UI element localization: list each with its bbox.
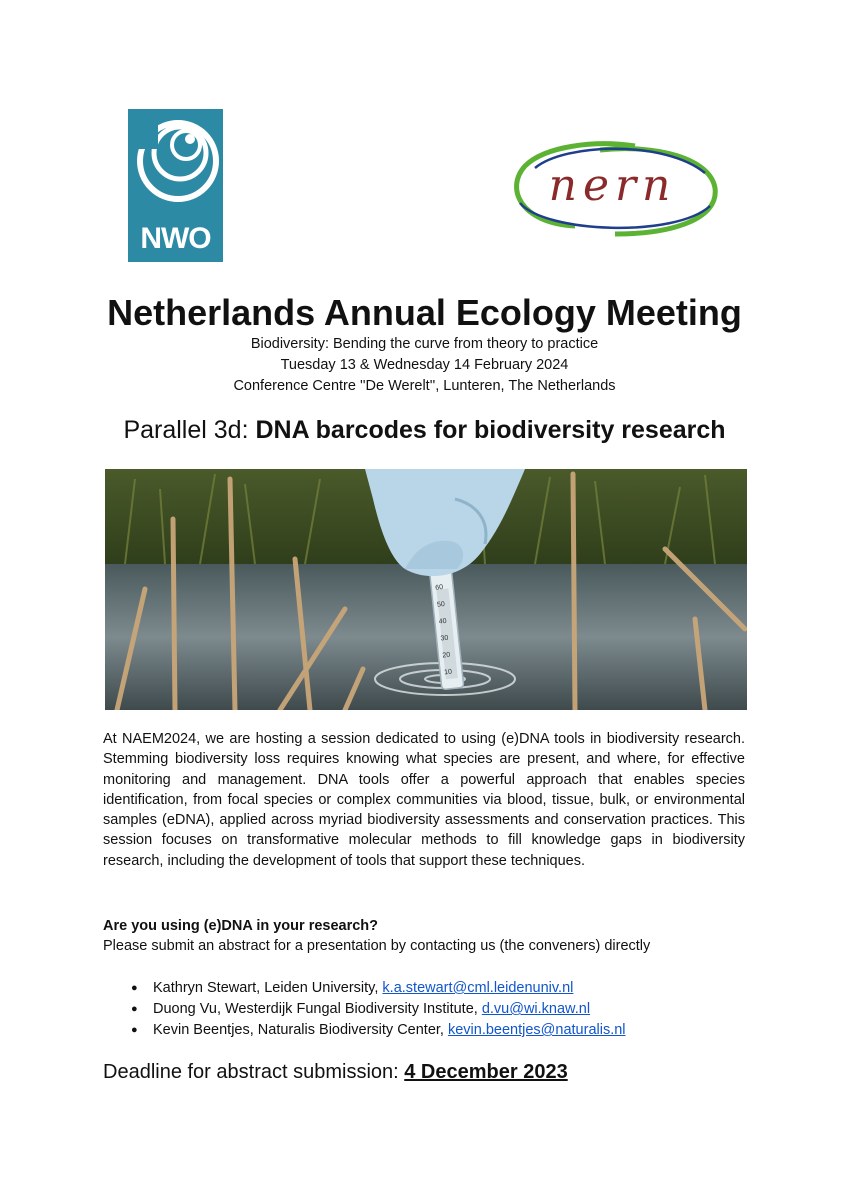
deadline <box>103 1061 568 1084</box>
edna-sampling-photo <box>105 469 747 710</box>
nwo-swirl-icon <box>128 109 223 229</box>
deadline-date: 4 December 2023 <box>404 1061 568 1083</box>
nern-logo <box>505 138 720 238</box>
meeting-theme: Biodiversity: Bending the curve from theory to practice <box>250 336 599 352</box>
convener-email-link[interactable]: d.vu@wi.knaw.nl <box>481 1001 591 1017</box>
nern-logo-text: nern <box>548 160 677 211</box>
convener-name: Kathryn Stewart, Leiden University, <box>153 980 383 996</box>
list-item <box>131 999 626 1020</box>
submission-instructions: Please submit an abstract for a presentation by contacting us (the conveners) directly <box>103 938 651 954</box>
syringe-mark: 60 <box>434 584 444 592</box>
session-heading <box>0 416 849 445</box>
convener-name: Kevin Beentjes, Naturalis Biodiversity Center, <box>153 1022 448 1038</box>
syringe-mark: 30 <box>440 634 449 643</box>
page-title: Netherlands Annual Ecology Meeting <box>107 292 742 333</box>
syringe-mark: 20 <box>442 651 451 660</box>
nwo-logo-text: NWO <box>140 222 211 255</box>
convener-name: Duong Vu, Westerdijk Fungal Biodiversity Institute, <box>153 1001 482 1017</box>
water-sampling-illustration <box>105 469 747 710</box>
syringe-mark: 10 <box>443 668 453 677</box>
conveners-list <box>131 978 626 1041</box>
syringe-mark: 50 <box>436 600 446 609</box>
syringe-mark: 40 <box>438 617 447 626</box>
session-description: At NAEM2024, we are hosting a session dedicated to using (e)DNA tools in biodiversity research. Stemming biodiversity loss requires knowing what species are present, and where, for effective monitoring and management. DNA tools offer a powerful approach that enables species identification, from focal species or complex communities via blood, tissue, bulk, or environmental samples (eDNA), applied across myriad biodiversity assessments and conservation practices. This session focuses on transformative molecular methods to fill knowledge gaps in biodiversity research, including the development of tools that support these techniques. <box>103 731 745 869</box>
session-prefix: Parallel 3d: <box>123 416 256 444</box>
call-question: Are you using (e)DNA in your research? <box>103 918 379 934</box>
nwo-logo <box>128 109 223 262</box>
meeting-venue: Conference Centre ''De Werelt'', Lunteren, The Netherlands <box>233 378 616 394</box>
list-item <box>131 978 626 999</box>
deadline-label: Deadline for abstract submission: <box>103 1061 405 1083</box>
meeting-dates: Tuesday 13 & Wednesday 14 February 2024 <box>280 357 569 373</box>
list-item <box>131 1020 626 1041</box>
convener-email-link[interactable]: kevin.beentjes@naturalis.nl <box>447 1022 626 1038</box>
convener-email-link[interactable]: k.a.stewart@cml.leidenuniv.nl <box>382 980 574 996</box>
session-name: DNA barcodes for biodiversity research <box>255 416 726 444</box>
